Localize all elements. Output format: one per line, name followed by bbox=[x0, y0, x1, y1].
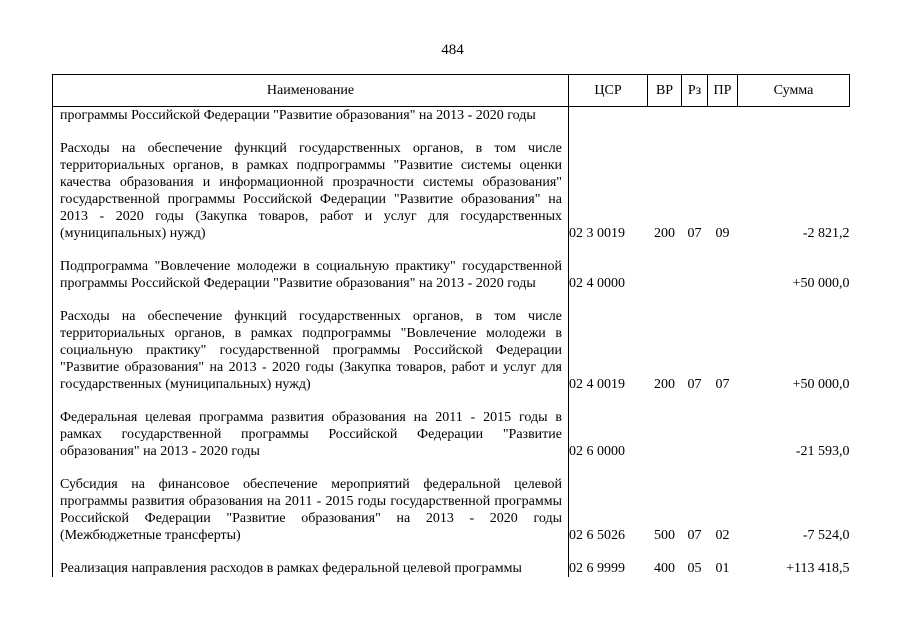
row-rz bbox=[682, 107, 708, 125]
table-row bbox=[53, 476, 850, 544]
row-csr: 02 3 0019 bbox=[569, 226, 625, 241]
header-vr: ВР bbox=[648, 75, 682, 107]
row-name: программы Российской Федерации "Развитие образования" на 2013 - 2020 годы bbox=[53, 107, 569, 125]
table-row bbox=[53, 308, 850, 393]
table-header bbox=[53, 75, 850, 107]
row-pr: 07 bbox=[715, 377, 730, 392]
row-pr: 02 bbox=[715, 528, 730, 543]
row-sum: -21 593,0 bbox=[795, 444, 850, 459]
row-csr: 02 4 0000 bbox=[569, 276, 625, 291]
table-row bbox=[53, 409, 850, 460]
row-rz: 07 bbox=[687, 226, 702, 241]
row-sum: -2 821,2 bbox=[802, 226, 850, 241]
row-sum: +50 000,0 bbox=[792, 377, 850, 392]
row-name: Подпрограмма "Вовлечение молодежи в социальную практику" государственной программы Российской Федерации "Развитие образования" на 2013 - 2020 годы bbox=[53, 258, 569, 292]
row-pr bbox=[708, 258, 738, 292]
row-csr: 02 4 0019 bbox=[569, 377, 625, 392]
row-vr bbox=[648, 107, 682, 125]
page-number: 484 bbox=[441, 42, 464, 58]
row-pr bbox=[708, 107, 738, 125]
row-sum: +113 418,5 bbox=[786, 561, 850, 576]
header-name: Наименование bbox=[53, 75, 569, 107]
row-vr: 500 bbox=[654, 528, 675, 543]
row-name: Реализация направления расходов в рамках федеральной целевой программы bbox=[53, 560, 569, 577]
budget-table bbox=[52, 74, 850, 577]
row-rz bbox=[682, 258, 708, 292]
row-pr: 01 bbox=[715, 561, 730, 576]
row-pr bbox=[708, 409, 738, 460]
row-sum: +50 000,0 bbox=[792, 276, 850, 291]
header-rz: Рз bbox=[682, 75, 708, 107]
row-name: Расходы на обеспечение функций государственных органов, в том числе территориальных органов, в рамках подпрограммы "Развитие системы оценки качества образования и информационной прозрачности системы образования" государственной программы Российской Федерации "Развитие образования" на 2013 - 2020 годы (Закупка товаров, работ и услуг для государственных (муниципальных) нужд) bbox=[53, 140, 569, 242]
row-vr bbox=[648, 258, 682, 292]
header-pr: ПР bbox=[708, 75, 738, 107]
row-csr: 02 6 9999 bbox=[569, 561, 625, 576]
header-sum: Сумма bbox=[738, 75, 850, 107]
row-name: Расходы на обеспечение функций государственных органов, в том числе территориальных органов, в рамках подпрограммы "Вовлечение молодежи в социальную практику" государственной программы Российской Федерации "Развитие образования" на 2013 - 2020 годы (Закупка товаров, работ и услуг для государственных (муниципальных) нужд) bbox=[53, 308, 569, 393]
row-vr: 400 bbox=[654, 561, 675, 576]
row-csr bbox=[569, 107, 648, 125]
table-row bbox=[53, 140, 850, 242]
row-sum bbox=[738, 107, 850, 125]
table-row bbox=[53, 107, 850, 125]
row-name: Федеральная целевая программа развития образования на 2011 - 2015 годы в рамках государственной программы Российской Федерации "Развитие образования" на 2013 - 2020 годы bbox=[53, 409, 569, 460]
header-csr: ЦСР bbox=[569, 75, 648, 107]
row-vr bbox=[648, 409, 682, 460]
table-row bbox=[53, 560, 850, 577]
row-vr: 200 bbox=[654, 377, 675, 392]
row-rz bbox=[682, 409, 708, 460]
row-sum: -7 524,0 bbox=[802, 528, 850, 543]
row-pr: 09 bbox=[715, 226, 730, 241]
table-row bbox=[53, 258, 850, 292]
row-rz: 07 bbox=[687, 377, 702, 392]
row-vr: 200 bbox=[654, 226, 675, 241]
row-name: Субсидия на финансовое обеспечение мероприятий федеральной целевой программы развития образования на 2011 - 2015 годы государственной программы Российской Федерации "Развитие образования" на 2013 - 2020 годы (Межбюджетные трансферты) bbox=[53, 476, 569, 544]
row-csr: 02 6 5026 bbox=[569, 528, 625, 543]
row-rz: 07 bbox=[687, 528, 702, 543]
row-rz: 05 bbox=[687, 561, 702, 576]
row-csr: 02 6 0000 bbox=[569, 444, 625, 459]
